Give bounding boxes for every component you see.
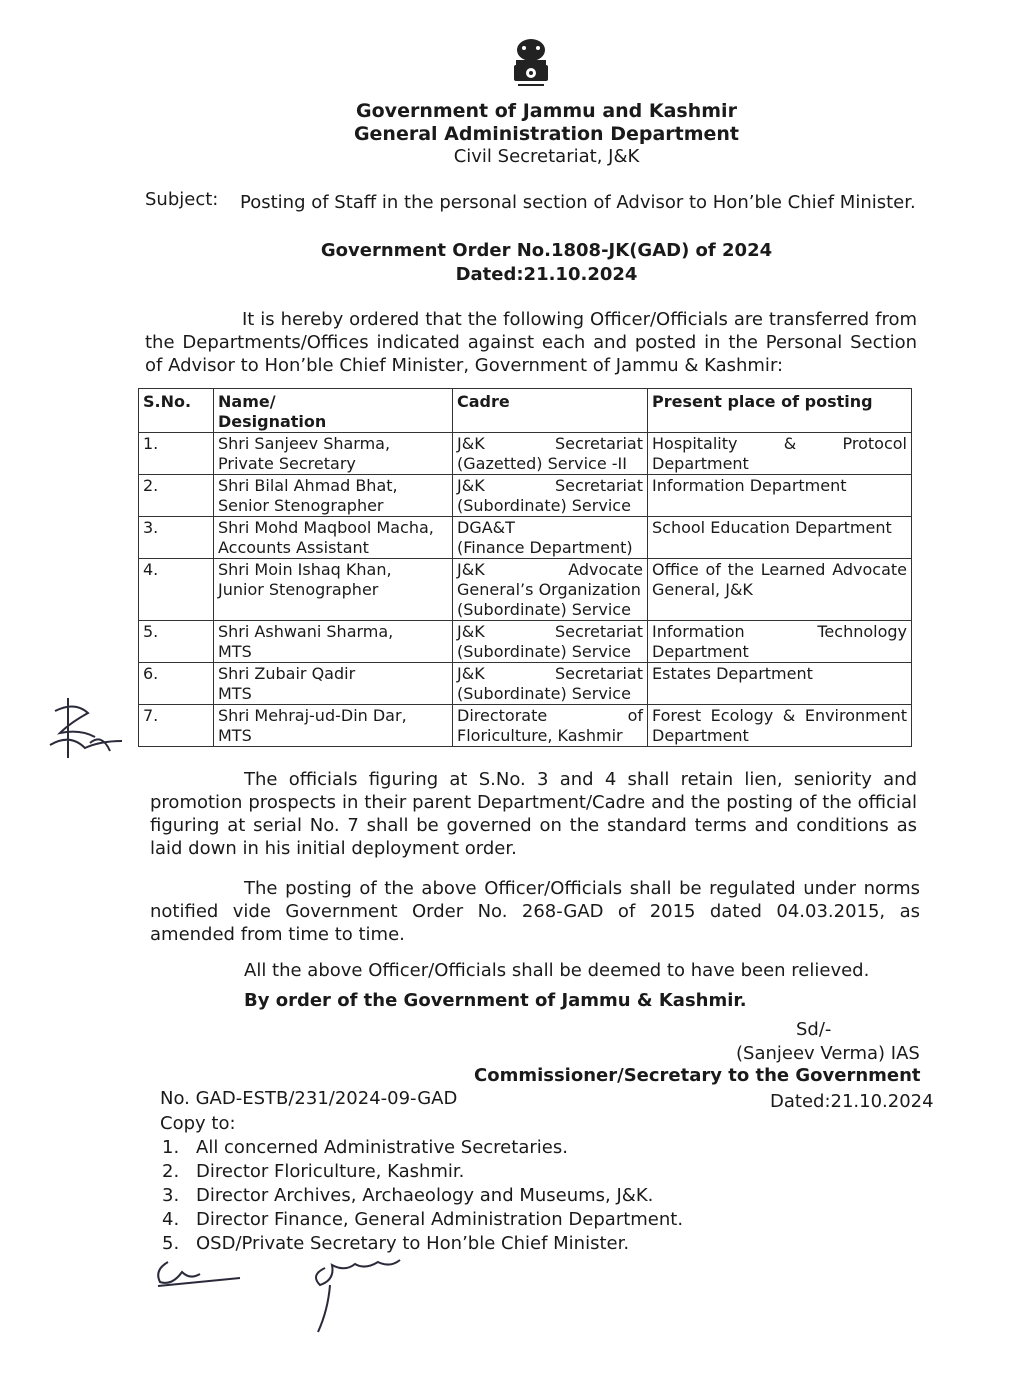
- row-cadre-line1: J&K Advocate: [457, 560, 643, 579]
- row-posting-rest: Department: [652, 642, 749, 661]
- row-posting: [648, 705, 912, 747]
- table-row: [139, 559, 912, 621]
- row-posting-line1: Office of the Learned Advocate: [652, 560, 907, 579]
- row-sno: 7.: [139, 705, 214, 747]
- row-cadre-line1: J&K Secretariat: [457, 434, 643, 453]
- row-cadre-rest: (Subordinate) Service: [457, 496, 631, 515]
- row-designation: MTS: [218, 684, 252, 703]
- table-row: [139, 433, 912, 475]
- row-cadre-line1: DGA&T: [457, 518, 515, 537]
- copy-item-text: OSD/Private Secretary to Hon’ble Chief Minister.: [196, 1233, 630, 1254]
- header-sno: S.No.: [139, 389, 214, 433]
- table-header-row: [139, 389, 912, 433]
- row-cadre: [453, 663, 648, 705]
- row-cadre-rest: (Subordinate) Service: [457, 642, 631, 661]
- row-posting: [648, 663, 912, 705]
- row-cadre-line1: J&K Secretariat: [457, 476, 643, 495]
- staff-table: [138, 388, 912, 747]
- row-posting: [648, 517, 912, 559]
- row-cadre-rest: (Finance Department): [457, 538, 633, 557]
- row-cadre-rest: Floriculture, Kashmir: [457, 726, 623, 745]
- regulation-paragraph: The posting of the above Officer/Officials shall be regulated under norms notified vide Government Order No. 268-GAD of 2015 dated 04.03.2015, as amended from time to time.: [150, 878, 920, 945]
- row-posting-rest: Department: [652, 726, 749, 745]
- table-row: [139, 663, 912, 705]
- table-row: [139, 705, 912, 747]
- row-name-designation: [214, 559, 453, 621]
- order-number: Government Order No.1808-JK(GAD) of 2024: [320, 240, 773, 261]
- header-cadre: Cadre: [453, 389, 648, 433]
- row-sno: 2.: [139, 475, 214, 517]
- header-department: General Administration Department: [353, 123, 740, 145]
- header-government: Government of Jammu and Kashmir: [356, 100, 737, 122]
- row-cadre: [453, 475, 648, 517]
- row-cadre: [453, 559, 648, 621]
- row-name-designation: [214, 705, 453, 747]
- row-designation: Private Secretary: [218, 454, 356, 473]
- row-sno: 1.: [139, 433, 214, 475]
- row-posting: [648, 433, 912, 475]
- copy-item-text: Director Finance, General Administration Department.: [196, 1209, 684, 1230]
- intro-paragraph: It is hereby ordered that the following Officer/Officials are transferred from the Departments/Offices indicated against each and posted in the Personal Section of Advisor to Hon’ble Chief Minister, Government of Jammu & Kashmir:: [145, 309, 917, 376]
- row-designation: Senior Stenographer: [218, 496, 384, 515]
- row-cadre: [453, 433, 648, 475]
- copy-item-number: 5.: [162, 1233, 180, 1254]
- row-posting-line1: School Education Department: [652, 518, 892, 537]
- row-posting-rest: Department: [652, 454, 749, 473]
- row-name-designation: [214, 621, 453, 663]
- row-designation: MTS: [218, 726, 252, 745]
- margin-initials-scribble: [40, 693, 130, 763]
- national-emblem-icon: [508, 36, 554, 98]
- row-name: Shri Ashwani Sharma,: [218, 622, 394, 641]
- row-posting-line1: Hospitality & Protocol: [652, 434, 907, 453]
- row-cadre: [453, 517, 648, 559]
- row-name-designation: [214, 475, 453, 517]
- handwritten-signature: [150, 1250, 430, 1340]
- subject-label: Subject:: [145, 189, 219, 210]
- row-name: Shri Moin Ishaq Khan,: [218, 560, 392, 579]
- row-sno: 5.: [139, 621, 214, 663]
- row-posting-line1: Information Department: [652, 476, 847, 495]
- by-order-line: By order of the Government of Jammu & Kashmir.: [244, 990, 747, 1011]
- copy-item-text: All concerned Administrative Secretaries.: [196, 1137, 568, 1158]
- row-sno: 3.: [139, 517, 214, 559]
- row-cadre-rest: General’s Organization (Subordinate) Service: [457, 580, 641, 619]
- copy-item-number: 4.: [162, 1209, 180, 1230]
- header-location: Civil Secretariat, J&K: [453, 146, 640, 167]
- row-name-designation: [214, 517, 453, 559]
- header-name-line1: Name/: [218, 392, 276, 411]
- row-name: Shri Mohd Maqbool Macha,: [218, 518, 434, 537]
- order-date: Dated:21.10.2024: [455, 264, 638, 285]
- copy-item-text: Director Floriculture, Kashmir.: [196, 1161, 465, 1182]
- row-cadre: [453, 621, 648, 663]
- row-posting: [648, 475, 912, 517]
- header-name: [214, 389, 453, 433]
- row-posting: [648, 559, 912, 621]
- table-row: [139, 517, 912, 559]
- relieved-paragraph: All the above Officer/Officials shall be deemed to have been relieved.: [244, 960, 870, 981]
- row-posting-rest: General, J&K: [652, 580, 753, 599]
- row-name-designation: [214, 433, 453, 475]
- header-posting: Present place of posting: [648, 389, 912, 433]
- footer-date: Dated:21.10.2024: [770, 1091, 934, 1112]
- row-cadre-rest: (Subordinate) Service: [457, 684, 631, 703]
- signatory-name: (Sanjeev Verma) IAS: [736, 1043, 920, 1064]
- table-row: [139, 621, 912, 663]
- row-cadre-rest: (Gazetted) Service -II: [457, 454, 627, 473]
- row-sno: 6.: [139, 663, 214, 705]
- row-cadre: [453, 705, 648, 747]
- copy-to-label: Copy to:: [160, 1113, 236, 1134]
- row-name: Shri Zubair Qadir: [218, 664, 356, 683]
- subject-text: Posting of Staff in the personal section of Advisor to Hon’ble Chief Minister.: [240, 192, 916, 213]
- row-cadre-line1: J&K Secretariat: [457, 664, 643, 683]
- copy-item-number: 3.: [162, 1185, 180, 1206]
- row-name-designation: [214, 663, 453, 705]
- row-designation: Junior Stenographer: [218, 580, 379, 599]
- sd-marker: Sd/-: [796, 1019, 832, 1040]
- retention-paragraph: The officials figuring at S.No. 3 and 4 shall retain lien, seniority and promotion prospects in their parent Department/Cadre and the posting of the official figuring at serial No. 7 shall be governed on the standard terms and conditions as laid down in his initial deployment order.: [150, 769, 917, 859]
- table-row: [139, 475, 912, 517]
- row-designation: Accounts Assistant: [218, 538, 369, 557]
- row-posting-line1: Estates Department: [652, 664, 813, 683]
- row-sno: 4.: [139, 559, 214, 621]
- row-posting: [648, 621, 912, 663]
- row-name: Shri Bilal Ahmad Bhat,: [218, 476, 398, 495]
- row-name: Shri Mehraj-ud-Din Dar,: [218, 706, 407, 725]
- copy-item-number: 1.: [162, 1137, 180, 1158]
- row-name: Shri Sanjeev Sharma,: [218, 434, 391, 453]
- signatory-title: Commissioner/Secretary to the Government: [474, 1065, 921, 1086]
- row-cadre-line1: J&K Secretariat: [457, 622, 643, 641]
- copy-item-number: 2.: [162, 1161, 180, 1182]
- row-designation: MTS: [218, 642, 252, 661]
- reference-number: No. GAD-ESTB/231/2024-09-GAD: [160, 1088, 458, 1109]
- row-cadre-line1: Directorate of: [457, 706, 643, 725]
- row-posting-line1: Information Technology: [652, 622, 907, 641]
- header-name-line2: Designation: [218, 412, 327, 431]
- row-posting-line1: Forest Ecology & Environment: [652, 706, 907, 725]
- copy-item-text: Director Archives, Archaeology and Museums, J&K.: [196, 1185, 654, 1206]
